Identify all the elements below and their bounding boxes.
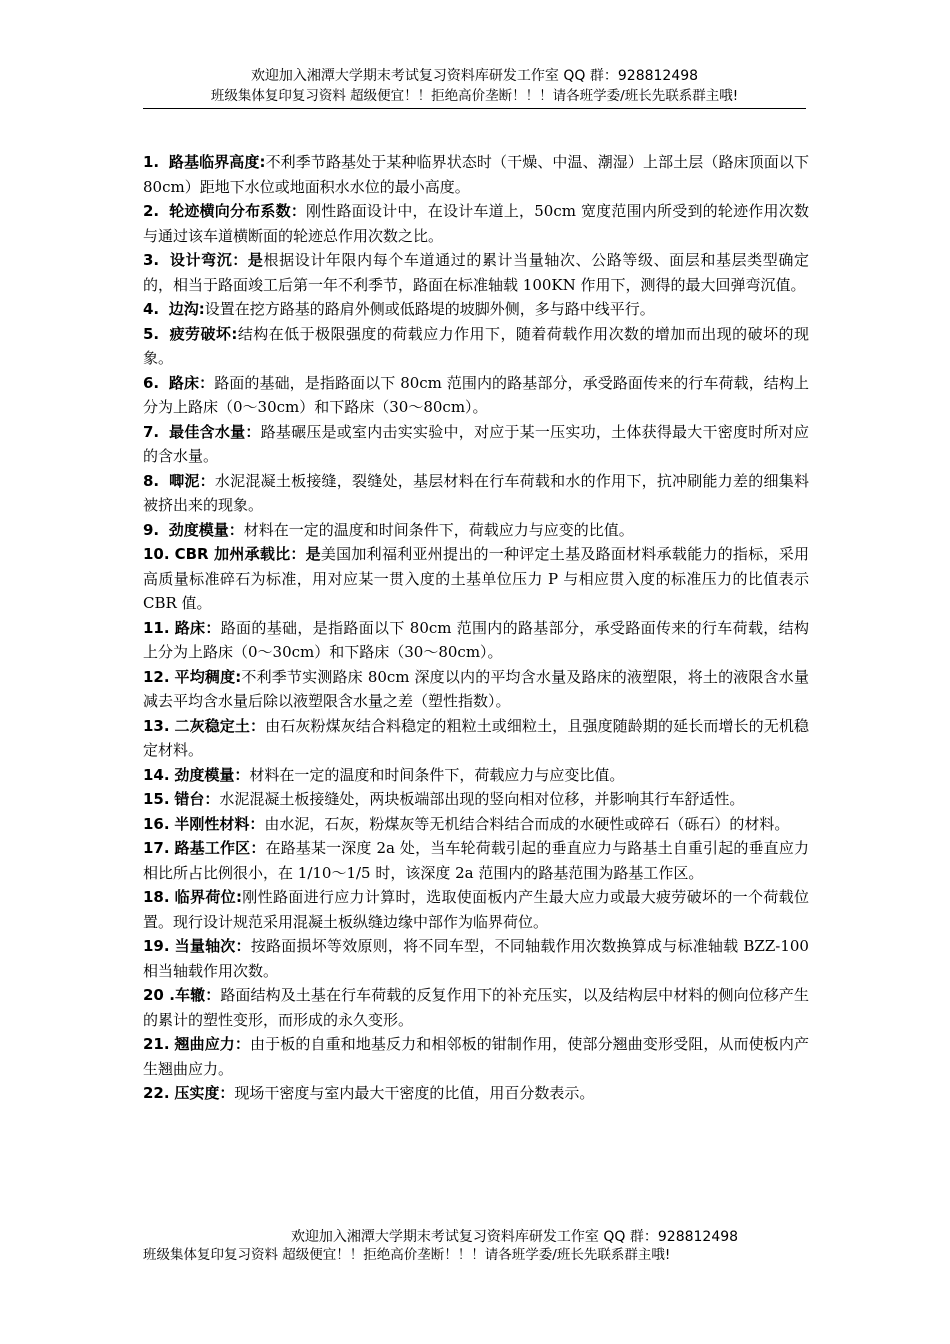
glossary-list — [143, 150, 809, 1106]
glossary-entry — [143, 983, 809, 1032]
entry-number: 10. — [143, 545, 170, 563]
glossary-entry — [143, 1032, 809, 1081]
entry-term: 设计弯沉：是 — [169, 251, 264, 269]
entry-term: 路基临界高度 — [168, 153, 260, 171]
entry-definition: 不利季节实测路床 80cm 深度以内的平均含水量及路床的液塑限，将土的液限含水量减去平均含水量后除以液塑限含水量之差（塑性指数）。 — [143, 667, 809, 710]
glossary-entry — [143, 322, 809, 371]
entry-separator: : — [231, 324, 238, 343]
header-line-2: 班级集体复印复习资料 超级便宜！！拒绝高价垄断！！！请各班学委/班长先联系群主哦! — [210, 88, 739, 104]
entry-separator: ： — [199, 471, 215, 490]
entry-definition: 根据设计年限内每个车道通过的累计当量轴次、公路等级、面层和基层类型确定的，相当于路面竣工后第一年不利季节，路面在标准轴载 100KN 作用下，测得的最大回弹弯沉值。 — [143, 251, 809, 294]
entry-term: 边沟 — [168, 300, 199, 318]
glossary-entry — [143, 812, 809, 837]
entry-term: 平均稠度 — [174, 667, 236, 686]
entry-separator: ： — [249, 814, 265, 833]
page-header — [143, 66, 806, 106]
entry-separator: ： — [235, 937, 251, 955]
entry-separator: ： — [199, 373, 215, 392]
entry-number: 17. — [143, 839, 170, 857]
entry-term: 压实度 — [174, 1084, 220, 1102]
entry-term: 路床 — [168, 373, 200, 392]
header-divider — [143, 108, 806, 109]
glossary-entry — [143, 665, 809, 714]
entry-term: 翘曲应力 — [174, 1035, 235, 1053]
entry-definition: 路基碾压是或室内击实实验中，对应于某一压实功，土体获得最大干密度时所对应的含水量。 — [143, 422, 809, 465]
entry-definition: 设置在挖方路基的路肩外侧或低路堤的坡脚外侧，多与路中线平行。 — [204, 300, 655, 318]
entry-separator: : — [198, 300, 205, 318]
entry-separator: ： — [290, 202, 307, 220]
footer-line-1: 欢迎加入湘潭大学期末考试复习资料库研发工作室 QQ 群：928812498 — [290, 1229, 739, 1245]
entry-separator: ： — [250, 839, 266, 857]
glossary-entry — [143, 1081, 809, 1106]
glossary-entry — [143, 616, 809, 665]
entry-definition: 刚性路面设计中，在设计车道上，50cm 宽度范围内所受到的轮迹作用次数与通过该车道横断面的轮迹总作用次数之比。 — [143, 202, 809, 245]
entry-number: 13. — [143, 716, 170, 735]
entry-number: 8. — [143, 471, 160, 490]
entry-number: 20 . — [143, 986, 175, 1004]
entry-term: 最佳含水量 — [169, 422, 246, 441]
entry-separator: ： — [245, 422, 261, 441]
entry-number: 6. — [143, 373, 160, 392]
entry-term: 当量轴次 — [174, 937, 236, 955]
glossary-entry — [143, 469, 809, 518]
entry-separator: ： — [205, 618, 221, 637]
entry-number: 19. — [143, 937, 170, 955]
glossary-entry — [143, 199, 809, 248]
entry-definition: 不利季节路基处于某种临界状态时（干燥、中温、潮湿）上部土层（路床顶面以下 80cm）距地下水位或地面积水水位的最小高度。 — [143, 153, 809, 196]
entry-term: 轮迹横向分布系数 — [169, 202, 291, 220]
entry-term: CBR 加州承载比：是 — [174, 545, 321, 563]
entry-separator: ： — [205, 986, 221, 1004]
entry-term: 劲度模量 — [174, 765, 235, 784]
entry-number: 7. — [143, 422, 160, 441]
glossary-entry — [143, 763, 809, 788]
entry-definition: 材料在一定的温度和时间条件下，荷载应力与应变的比值。 — [243, 520, 634, 539]
entry-number: 15. — [143, 790, 170, 808]
entry-term: 疲劳破坏 — [169, 324, 232, 343]
entry-term: 路基工作区 — [174, 839, 251, 857]
entry-definition: 由于板的自重和地基反力和相邻板的钳制作用，使部分翘曲变形受阻，从而使板内产生翘曲应力。 — [143, 1035, 809, 1078]
entry-definition: 材料在一定的温度和时间条件下，荷载应力与应变比值。 — [249, 765, 625, 784]
glossary-entry — [143, 297, 809, 322]
entry-number: 18. — [143, 888, 170, 906]
entry-separator: ： — [250, 716, 266, 735]
entry-number: 21. — [143, 1035, 170, 1053]
entry-term: 错台 — [174, 790, 205, 808]
entry-term: 临界荷位 — [174, 888, 236, 906]
entry-number: 22. — [143, 1084, 170, 1102]
entry-definition: 由水泥，石灰，粉煤灰等无机结合料结合而成的水硬性或碎石（砾石）的材料。 — [264, 814, 790, 833]
entry-separator: : — [259, 153, 266, 171]
entry-separator: ： — [219, 1084, 235, 1102]
entry-number: 3. — [143, 251, 160, 269]
entry-number: 12. — [143, 667, 170, 686]
entry-number: 4. — [143, 300, 160, 318]
entry-definition: 路面结构及土基在行车荷载的反复作用下的补充压实，以及结构层中材料的侧向位移产生的累计的塑性变形，而形成的永久变形。 — [143, 986, 809, 1029]
entry-term: 路床 — [174, 618, 206, 637]
entry-term: 二灰稳定土 — [174, 716, 251, 735]
glossary-entry — [143, 787, 809, 812]
entry-term: 唧泥 — [169, 471, 200, 490]
entry-term: 车辙 — [174, 986, 206, 1004]
entry-number: 5. — [143, 324, 160, 343]
footer-line-2: 班级集体复印复习资料 超级便宜！！拒绝高价垄断！！！请各班学委/班长先联系群主哦! — [143, 1247, 671, 1263]
entry-number: 16. — [143, 814, 170, 833]
entry-number: 9. — [143, 520, 160, 539]
entry-definition: 路面的基础，是指路面以下 80cm 范围内的路基部分，承受路面传来的行车荷载，结构上分为上路床（0～30cm）和下路床（30～80cm）。 — [143, 618, 809, 661]
entry-separator: ： — [204, 790, 220, 808]
entry-separator: ： — [234, 1035, 251, 1053]
entry-number: 11. — [143, 618, 170, 637]
entry-definition: 由石灰粉煤灰结合料稳定的粗粒土或细粒土，且强度随龄期的延长而增长的无机稳定材料。 — [143, 716, 809, 759]
glossary-entry — [143, 934, 809, 983]
entry-separator: ： — [228, 520, 244, 539]
entry-term: 半刚性材料 — [174, 814, 250, 833]
glossary-entry — [143, 714, 809, 763]
glossary-entry — [143, 248, 809, 297]
glossary-entry — [143, 542, 809, 616]
entry-definition: 美国加利福利亚州提出的一种评定土基及路面材料承载能力的指标，采用高质量标准碎石为标准，用对应某一贯入度的土基单位压力 P 与相应贯入度的标准压力的比值表示 CBR 值。 — [143, 545, 809, 612]
glossary-entry — [143, 518, 809, 543]
glossary-entry — [143, 150, 809, 199]
entry-definition: 在路基某一深度 2a 处，当车轮荷载引起的垂直应力与路基土自重引起的垂直应力相比所占比例很小，在 1/10～1/5 时，该深度 2a 范围内的路基范围为路基工作区。 — [143, 839, 809, 882]
entry-number: 14. — [143, 765, 170, 784]
entry-number: 2. — [143, 202, 160, 220]
glossary-entry — [143, 420, 809, 469]
glossary-entry — [143, 885, 809, 934]
glossary-entry — [143, 836, 809, 885]
entry-definition: 路面的基础，是指路面以下 80cm 范围内的路基部分，承受路面传来的行车荷载，结构上分为上路床（0～30cm）和下路床（30～80cm）。 — [143, 373, 809, 416]
entry-separator: : — [235, 888, 242, 906]
entry-definition: 刚性路面进行应力计算时，选取使面板内产生最大应力或最大疲劳破坏的一个荷载位置。现行设计规范采用混凝土板纵缝边缘中部作为临界荷位。 — [143, 888, 809, 931]
entry-definition: 现场干密度与室内最大干密度的比值，用百分数表示。 — [234, 1084, 595, 1102]
entry-definition: 水泥混凝土板接缝处，两块板端部出现的竖向相对位移，并影响其行车舒适性。 — [219, 790, 745, 808]
page-footer — [143, 1228, 806, 1264]
entry-separator: ： — [234, 765, 250, 784]
entry-separator: : — [235, 667, 242, 686]
entry-term: 劲度模量 — [168, 520, 229, 539]
entry-definition: 按路面损坏等效原则，将不同车型，不同轴载作用次数换算成与标准轴载 BZZ-100 相当轴载作用次数。 — [143, 937, 809, 980]
entry-number: 1. — [143, 153, 160, 171]
entry-definition: 水泥混凝土板接缝，裂缝处，基层材料在行车荷载和水的作用下，抗冲刷能力差的细集料被挤出来的现象。 — [143, 471, 809, 514]
header-line-1: 欢迎加入湘潭大学期末考试复习资料库研发工作室 QQ 群：928812498 — [250, 68, 699, 84]
glossary-entry — [143, 371, 809, 420]
entry-definition: 结构在低于极限强度的荷载应力作用下，随着荷载作用次数的增加而出现的破坏的现象。 — [143, 324, 809, 367]
